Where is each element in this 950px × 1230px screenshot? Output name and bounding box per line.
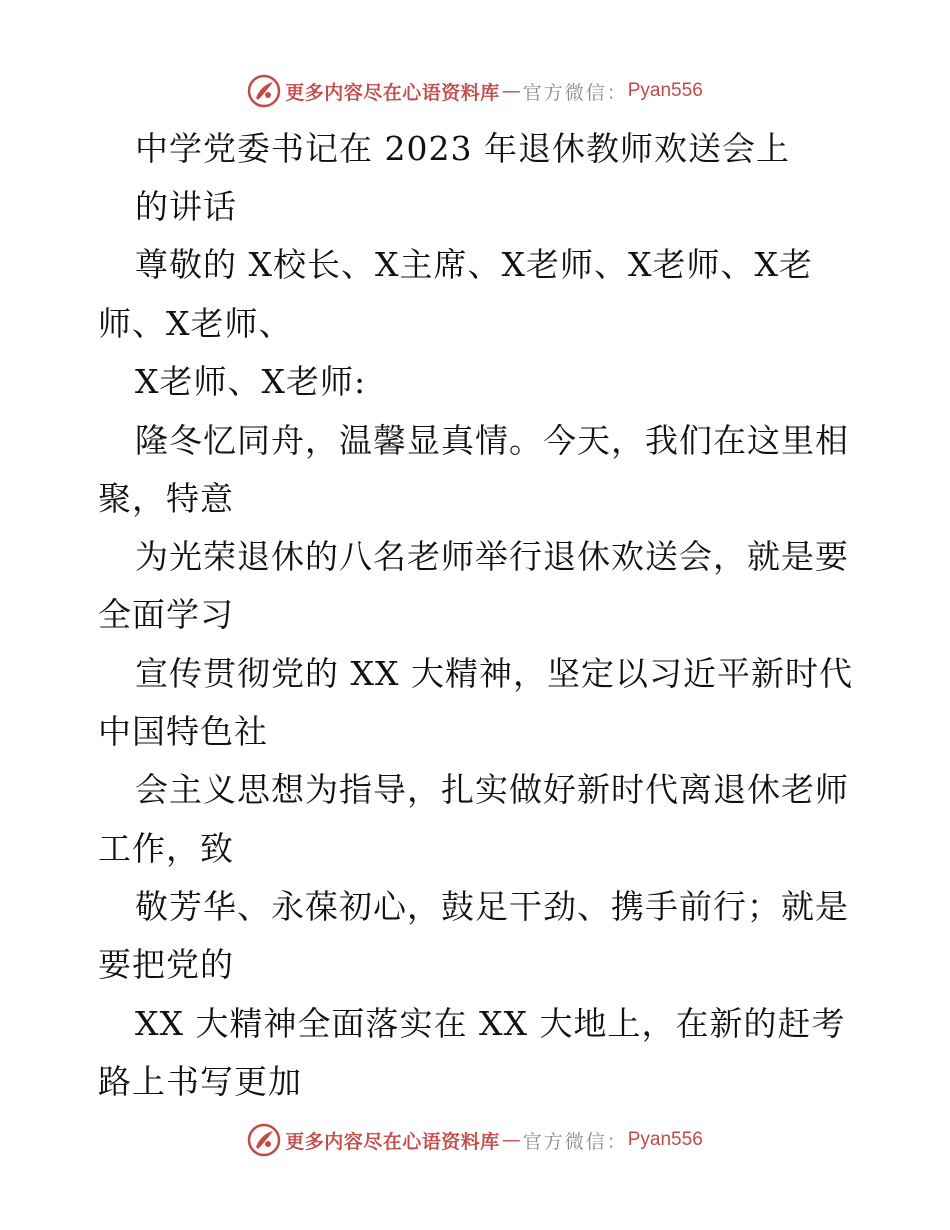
paragraph-line: 要把党的: [98, 945, 234, 984]
paragraph-line: 敬芳华、永葆初心，鼓足干劲、携手前行；就是: [135, 887, 849, 926]
banner-wechat-id: Pyan556: [627, 1129, 703, 1150]
paragraph-line: 工作，致: [98, 829, 234, 868]
document-title-line-1: 中学党委书记在 2023 年退休教师欢送会上: [135, 129, 790, 168]
banner-brand-text: 更多内容尽在心语资料库: [285, 81, 500, 104]
paragraph-line: 隆冬忆同舟，温馨显真情。今天，我们在这里相: [135, 421, 849, 460]
paragraph-line: 聚，特意: [98, 479, 234, 518]
document-body: [0, 123, 950, 1113]
paragraph-line: 全面学习: [98, 595, 234, 634]
paragraph-line: XX 大精神全面落实在 XX 大地上，在新的赶考: [135, 1004, 846, 1043]
paragraph-line: 宣传贯彻党的 XX 大精神，坚定以习近平新时代: [135, 654, 853, 693]
banner-wechat-label: 官方微信：: [522, 81, 628, 104]
paragraph-line: X老师、X老师:: [135, 362, 367, 401]
banner-dash: —: [501, 1129, 521, 1151]
banner-wechat-label: 官方微信：: [522, 1130, 628, 1153]
brand-logo-icon: [247, 74, 281, 108]
header-banner: [0, 71, 950, 111]
paragraph-line: 为光荣退休的八名老师举行退休欢送会，就是要: [135, 537, 849, 576]
footer-banner: [0, 1120, 950, 1160]
paragraph-line: 尊敬的 X校长、X主席、X老师、X老师、X老: [135, 245, 813, 284]
paragraph-line: 路上书写更加: [98, 1062, 302, 1101]
paragraph-line: 会主义思想为指导，扎实做好新时代离退休老师: [135, 770, 849, 809]
banner-dash: —: [501, 80, 521, 102]
brand-logo-icon: [247, 1123, 281, 1157]
paragraph-line: 师、X老师、: [98, 304, 293, 343]
banner-wechat-id: Pyan556: [627, 80, 703, 101]
document-title-line-2: 的讲话: [135, 187, 237, 226]
banner-brand-text: 更多内容尽在心语资料库: [285, 1130, 500, 1153]
paragraph-line: 中国特色社: [98, 712, 268, 751]
